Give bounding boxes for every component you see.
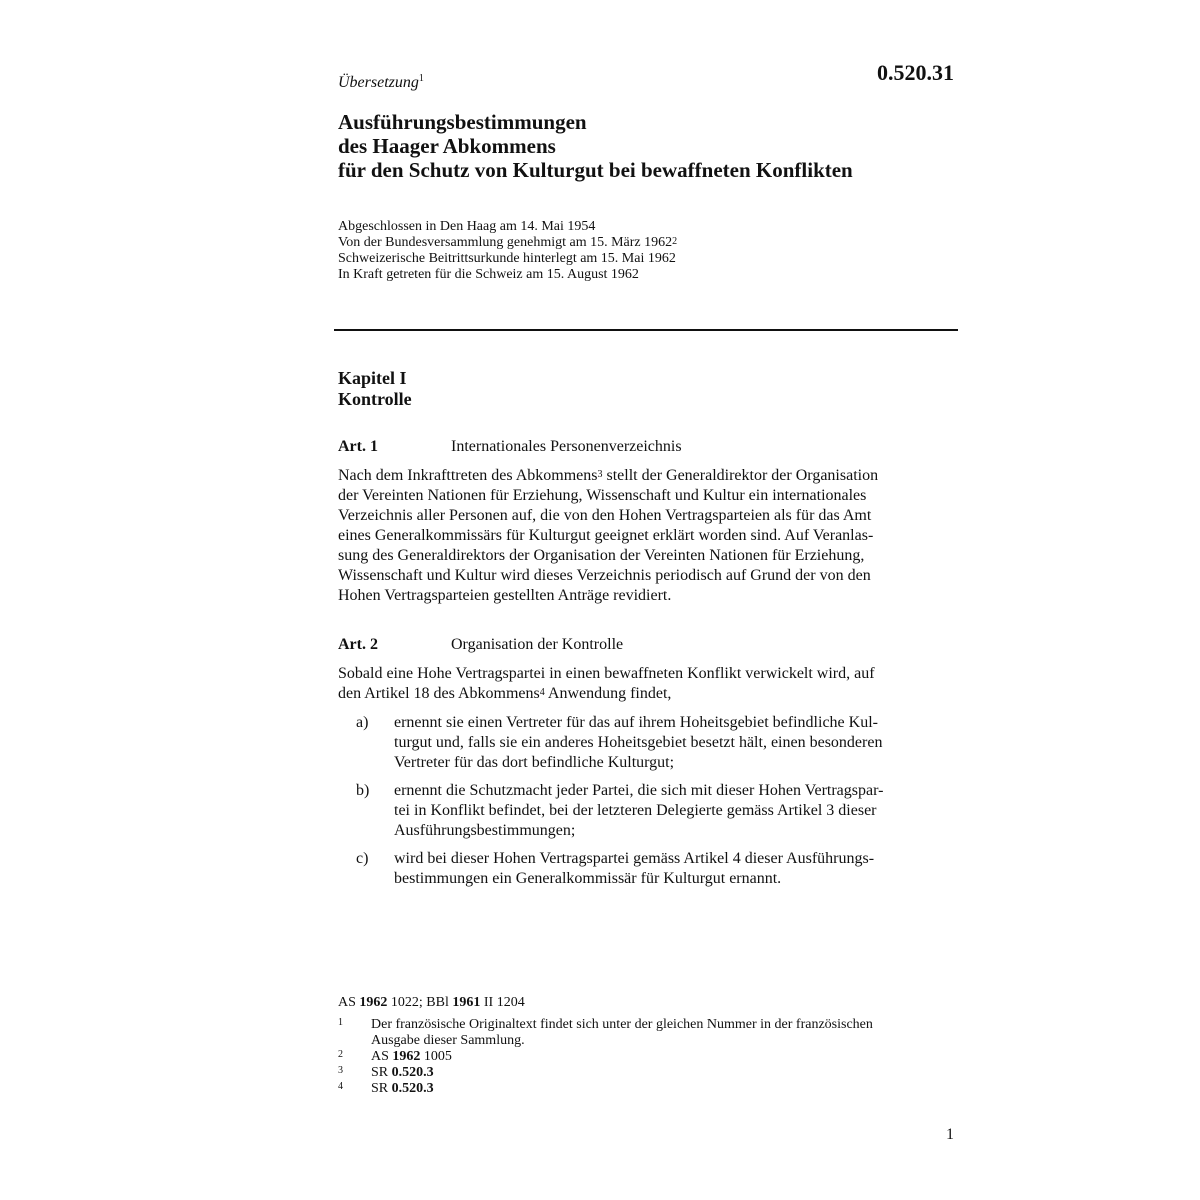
chapter-number: Kapitel I [338, 368, 407, 388]
article-1-line: eines Generalkommissärs für Kulturgut geeignet erklärt worden sind. Auf Veranlas- [338, 527, 874, 544]
footnote-number: 1 [338, 1017, 343, 1028]
text-span: 1961 [452, 995, 481, 1010]
article-1-line: Hohen Vertragsparteien gestellten Anträge revidiert. [338, 587, 672, 604]
title-line-3: für den Schutz von Kulturgut bei bewaffneten Konflikten [338, 158, 853, 182]
list-item-line: Ausführungsbestimmungen; [394, 822, 576, 839]
translation-text: Übersetzung [338, 74, 419, 91]
chapter-heading [338, 368, 412, 410]
list-item-text [394, 713, 956, 773]
text-span: II 1204 [483, 995, 525, 1010]
footnote-ref-4[interactable]: 4 [539, 687, 545, 698]
text-span: 1005 [423, 1049, 452, 1064]
footnote-text [371, 1081, 956, 1097]
sr-number: 0.520.31 [877, 60, 954, 85]
list-item-label: c) [356, 850, 369, 867]
meta-deposited: Schweizerische Beitrittsurkunde hinterlegt am 15. Mai 1962 [338, 251, 676, 266]
article-1-line [338, 466, 956, 486]
list-item-line: ernennt sie einen Vertreter für das auf ihrem Hoheitsgebiet befindliche Kul- [394, 714, 878, 731]
footnote-ref-1[interactable]: 1 [418, 73, 424, 84]
footnote-text [371, 1065, 956, 1081]
article-2-intro-line: Sobald eine Hohe Vertragspartei in einen bewaffneten Konflikt verwickelt wird, auf [338, 665, 875, 682]
footnote-number: 3 [338, 1065, 343, 1076]
treaty-metadata [338, 219, 677, 283]
text-span: 0.520.3 [391, 1065, 434, 1080]
article-2-heading [338, 636, 958, 654]
article-1-line: sung des Generaldirektors der Organisation der Vereinten Nationen für Erziehung, [338, 547, 865, 564]
text-span: 1022; BBl [390, 995, 449, 1010]
article-1-title: Internationales Personenverzeichnis [451, 438, 682, 455]
text-span: SR [371, 1065, 389, 1080]
text-span: 0.520.3 [391, 1081, 434, 1096]
text-span: Anwendung findet, [544, 685, 672, 702]
page-number: 1 [946, 1126, 954, 1143]
meta-approved-text: Von der Bundesversammlung genehmigt am 15. März 1962 [338, 235, 673, 250]
list-item-text [394, 849, 956, 889]
list-item-line: Vertreter für das dort befindliche Kulturgut; [394, 754, 675, 771]
footnote-ref-2[interactable]: 2 [672, 236, 678, 247]
article-2-title: Organisation der Kontrolle [451, 636, 624, 653]
list-item-text [394, 781, 956, 841]
article-2-intro-line [338, 684, 956, 704]
text-span: 1962 [392, 1049, 421, 1064]
footnote-number: 2 [338, 1049, 343, 1060]
list-item-line: tei in Konflikt befindet, bei der letzteren Delegierte gemäss Artikel 3 dieser [394, 802, 877, 819]
list-item-label: b) [356, 782, 370, 799]
text-span: Nach dem Inkrafttreten des Abkommens [338, 467, 598, 484]
article-1-heading [338, 438, 958, 456]
footnote-text [371, 1017, 956, 1049]
meta-approved [338, 235, 677, 251]
article-1-line: Verzeichnis aller Personen auf, die von den Hohen Vertragsparteien als für das Amt [338, 507, 872, 524]
article-1-line: Wissenschaft und Kultur wird dieses Verzeichnis periodisch auf Grund der von den [338, 567, 871, 584]
document-title [338, 110, 853, 182]
source-reference [338, 995, 525, 1011]
article-2-intro [338, 664, 956, 704]
meta-concluded: Abgeschlossen in Den Haag am 14. Mai 1954 [338, 219, 596, 234]
footnote-text [371, 1049, 956, 1065]
article-1-number: Art. 1 [338, 438, 378, 455]
text-span: SR [371, 1081, 389, 1096]
chapter-name: Kontrolle [338, 389, 412, 409]
footnote-number: 4 [338, 1081, 343, 1092]
article-1-text [338, 466, 956, 606]
list-item-line: wird bei dieser Hohen Vertragspartei gemäss Artikel 4 dieser Ausführungs- [394, 850, 875, 867]
title-line-2: des Haager Abkommens [338, 134, 556, 158]
article-1-line: der Vereinten Nationen für Erziehung, Wissenschaft und Kultur ein internationales [338, 487, 867, 504]
horizontal-rule [334, 329, 958, 331]
footnote-ref-3[interactable]: 3 [597, 469, 603, 480]
footnote-line: Ausgabe dieser Sammlung. [371, 1033, 525, 1048]
list-item-line: ernennt die Schutzmacht jeder Partei, die sich mit dieser Hohen Vertragspar- [394, 782, 884, 799]
title-line-1: Ausführungsbestimmungen [338, 110, 587, 134]
article-2-number: Art. 2 [338, 636, 378, 653]
list-item-label: a) [356, 714, 369, 731]
text-span: stellt der Generaldirektor der Organisation [602, 467, 879, 484]
text-span: den Artikel 18 des Abkommens [338, 685, 540, 702]
translation-label [338, 74, 424, 92]
text-span: 1962 [359, 995, 388, 1010]
list-item-line: bestimmungen ein Generalkommissär für Kulturgut ernannt. [394, 870, 782, 887]
list-item-line: turgut und, falls sie ein anderes Hoheitsgebiet besetzt hält, einen besonderen [394, 734, 883, 751]
footnote-line: Der französische Originaltext findet sich unter der gleichen Nummer in der französischen [371, 1017, 873, 1032]
text-span: AS [371, 1049, 389, 1064]
text-span: AS [338, 995, 356, 1010]
meta-in-force: In Kraft getreten für die Schweiz am 15. August 1962 [338, 267, 639, 282]
